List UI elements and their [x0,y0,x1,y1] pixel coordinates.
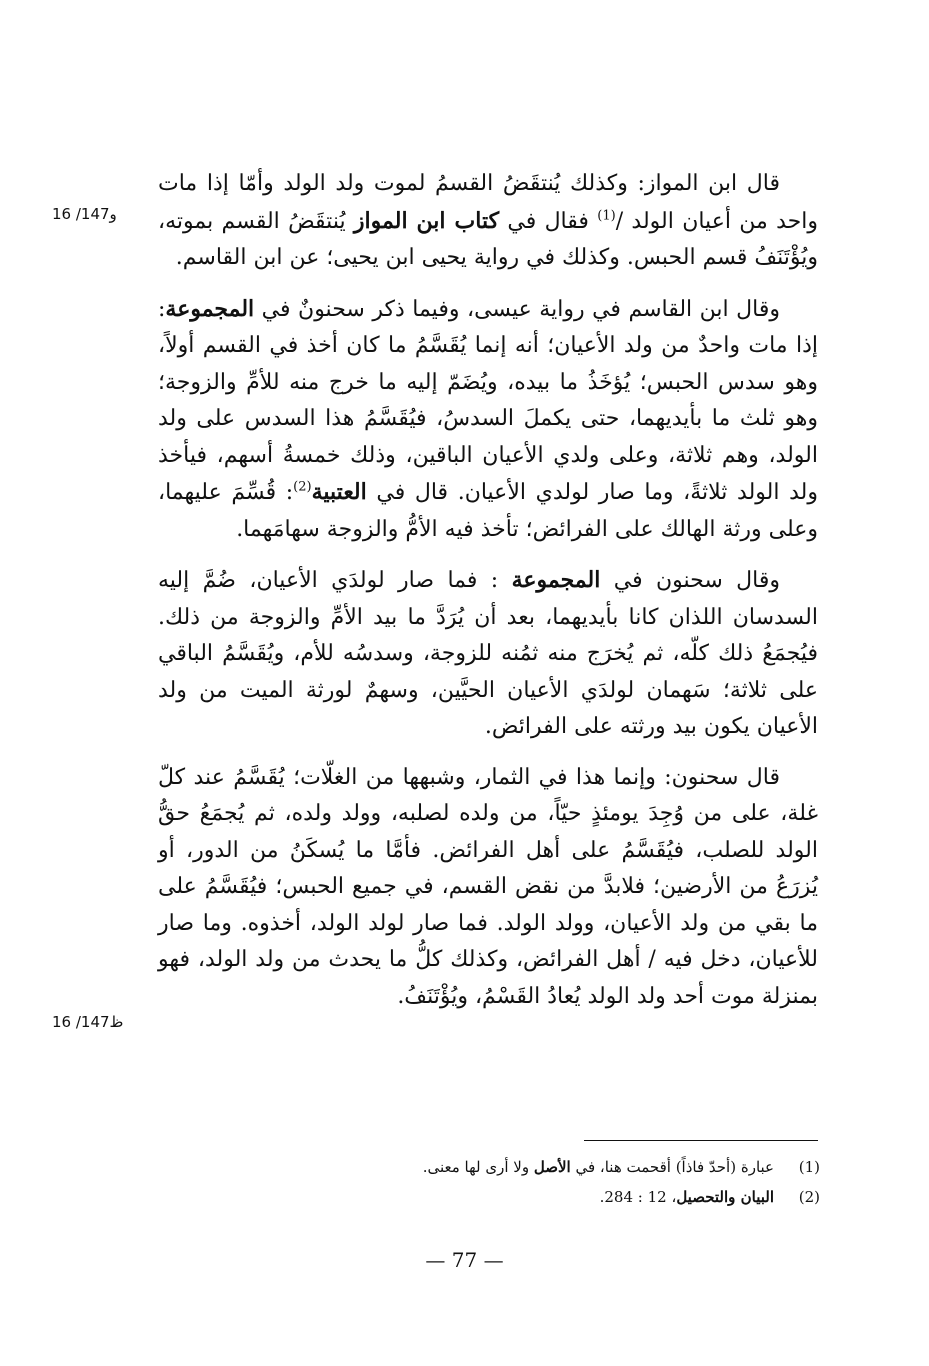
text-run: ولا أرى لها معنى. [422,1158,534,1176]
paragraph-4 [158,760,818,1016]
footnote-number: (2) [798,1188,820,1206]
footnote-text [600,1188,774,1206]
bold-title: المجموعة [511,567,601,593]
bold-title: البيان والتحصيل [676,1188,774,1206]
footnote-text [423,1158,774,1176]
text-run: قال سحنون: وإنما هذا في الثمار، وشبهها من الغلّات؛ يُقَسَّمُ عند كلّ غلة، على من وُجِدَ يومئذٍ حيّاً، من ولده لصلبه، وولد ولده، ثم يُجمَعُ حقُّ الولد للصلب، فيُقَسَّمُ على أهل الفرائض. فأمَّا ما يُسكَنُ من الدور، أو يُزرَعُ من الأرضين؛ فلابدَّ من نقض القسم، في جميع الحبس؛ فيُقَسَّمُ على ما بقي من ولد الأعيان، وولد الولد. فما صار لولد الولد، أخذوه. وما صار للأعيان، دخل فيه / أهل الفرائض، وكذلك كلُّ ما يحدث من ولد الولد، فهو بمنزلة موت أحد ولد الولد يُعادُ القَسْمُ، ويُؤْتَنَفُ. [158,764,818,1009]
text-run: : إذا مات واحدٌ من ولد الأعيان؛ أنه إنما يُقَسَّمُ ما كان أخذ في القسم أولاً، وهو سدس الحبس؛ يُؤخَذُ ما بيده، ويُضَمّ إليه ما خرج منه للأمِّ والزوجة؛ وهو ثلث ما بأيديهما، حتى يكملَ السدسُ، فيُقَسَّمُ هذا السدس على ولد الولد، وهم ثلاثة، وعلى ولدي الأعيان الباقين، وذلك خمسةُ أسهم، فيأخذ ولد الولد ثلاثةً، وما صار لولدي الأعيان. قال في [158,296,818,505]
footnote-1 [300,1152,820,1182]
text-run: ، 12 : 284. [599,1188,677,1206]
bold-title: العتبية [311,479,367,505]
text-run: يُنتقَضُ القسم بموته، ويُؤْتَنَفُ قسم الحبس. وكذلك في رواية يحيى ابن يحيى؛ عن ابن القاسم. [158,208,818,270]
text-run: : قُسِّمَ عليهما، وعلى ورثة الهالك على الفرائض؛ تأخذ فيه الأمُّ والزوجة سهامَهما. [158,480,818,542]
bold-title: الأصل [533,1158,571,1176]
text-run: عبارة (أحدّ فاذاً) أقحمت هنا، في [570,1158,774,1176]
main-text [158,166,818,1015]
paragraph-1 [158,166,818,277]
text-run: فقال في [499,208,598,234]
text-run: قال ابن المواز: وكذلك يُنتقَضُ القسمُ لموت ولد الولد وأمّا إذا مات واحد من أعيان الولد / [158,171,819,234]
footnote-reference: (1) [597,208,616,224]
paragraph-2 [158,291,818,549]
paragraph-3 [158,562,818,746]
margin-folio-note-1: 16 /147و [52,205,117,223]
margin-folio-note-2: 16 /147ظ [52,1013,124,1031]
footnotes [300,1152,820,1212]
text-run: : فما صار لولدَي الأعيان، ضُمَّ إليه السدسان اللذان كانا بأيديهما، بعد أن يُرَدَّ ما بيد الأمِّ والزوجة من ذلك. فيُجمَعُ ذلك كلّه، ثم يُخرَج منه ثمُنه للزوجة، وسدسُه للأم، ويُقَسَّمُ الباقي على ثلاثة؛ سَهمان لولدَي الأعيان الحيَّين، وسهمٌ لورثة الميت من ولد الأعيان يكون بيد ورثته على الفرائض. [158,568,818,739]
text-run: وقال سحنون في [600,568,780,593]
bold-title: كتاب ابن المواز [353,207,500,234]
footnote-number: (1) [798,1158,820,1176]
footnote-divider [584,1140,818,1141]
bold-title: المجموعة [165,295,255,322]
page-number: — 77 — [425,1248,504,1272]
footnote-reference: (2) [293,479,312,495]
text-run: وقال ابن القاسم في رواية عيسى، وفيما ذكر سحنونٌ في [254,296,780,322]
footnote-2 [300,1182,820,1212]
